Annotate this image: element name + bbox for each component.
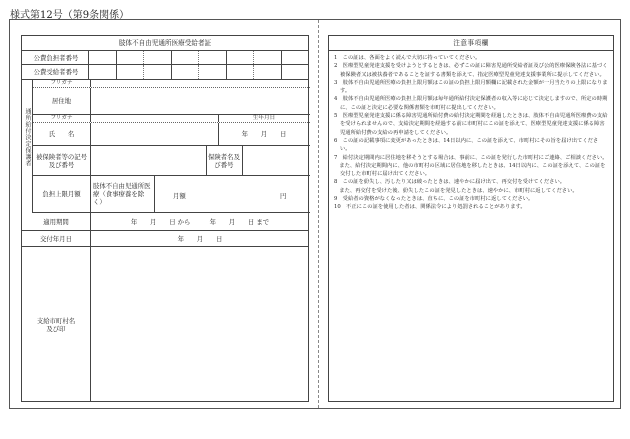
insured-label: 被保険者等の記号及び番号 [35, 152, 88, 169]
birthdate-value: 年 月 日 [241, 130, 287, 138]
payer-number-row [22, 51, 308, 65]
note-item: 5 医療型児童発達支援に係る障害児通所給付費の給付決定期間を経過したときは、肢体不自由児通所医療費の支給を受けられませんので、支給決定期間を経過する前に市町村にこの証を添えて、医療型児童発達支援に係る障害児通所給付費の支給の再申請をしてください。 [334, 113, 608, 136]
note-item: 10 不正にこの証を使用した者は、関係法令により処罰されることがあります。 [334, 204, 526, 211]
birthdate-label: 生年月日 [252, 115, 276, 121]
note-item: 1 この証は、各面をよく読んで大切に持っていてください。 [334, 55, 481, 61]
limit-row [33, 176, 310, 213]
address-row [33, 88, 310, 115]
payer-number-boxes[interactable] [88, 51, 308, 64]
limit-description: 肢体不自由児通所医療（食事療養を除く） [93, 182, 151, 206]
note-item: 7 給付決定期間内に居住地を移そうとする場合は、事前に、この証を発行した市町村にご連絡、ご相談ください。 [334, 154, 608, 161]
limit-label: 負担上限月額 [42, 190, 81, 198]
form-number: 様式第12号（第9条関係） [10, 10, 130, 21]
note-item: 2 医療型児童発達支援を受けようとするときは、必ずこの証に障害児通所受給者証及び公的医療保険各法に基づく被保険者又は被扶養者であることを証する書類を添えて、指定医療型児童発達支援事業所に提示してください。 [334, 63, 608, 78]
furigana-label-2: フリガナ [50, 115, 73, 121]
note-item: 9 受給者の資格がなくなったときは、直ちに、この証を市町村に返してください。 [334, 196, 534, 203]
issue-label: 交付年月日 [40, 234, 72, 243]
monthly-label: 月額 [173, 192, 186, 200]
yen-label: 円 [280, 192, 287, 200]
guardian-vertical-label: 通所給付決定保護者 [24, 108, 31, 167]
recipient-number-row [22, 65, 308, 80]
note-item: 3 肢体不自由児通所医療の負担上限月額はこの証の負担上限月額欄に記載された金額が一月当たりの上限になります。 [334, 79, 608, 95]
notes-title: 注意事項欄 [329, 36, 613, 51]
period-label: 適用期間 [43, 217, 69, 226]
name-row [33, 123, 310, 146]
recipient-number-label: 公費受給者番号 [33, 68, 79, 76]
note-item: 8 この証を紛失し、汚したり又は破ったときは、速やかに届け出て、再交付を受けてください。 [334, 179, 566, 186]
insured-row [33, 146, 310, 176]
note-item: 6 この証の記載事項に変更があったときは、14日以内に、この証を添えて、市町村にその旨を届け出てください。 [334, 137, 599, 153]
note-item: 4 肢体不自由児通所医療の負担上限月額は毎年通所給付決定保護者の収入等に応じて決定しますので、所定の時期に、この証と決定に必要な関係書類を市町村に提出してください。 [334, 96, 608, 111]
note-item: また、再交付を受けた後、紛失したこの証を発見したときは、速やかに、市町村に返してください。 [334, 187, 578, 194]
address-label: 居住地 [51, 97, 72, 105]
note-item: また、給付決定期間内に、他の市町村の区域に居住地を移したときは、14日以内に、この証を添えて、この証を交付した市町村に届け出てください。 [334, 162, 606, 178]
furigana-row [33, 80, 310, 88]
notes-list [329, 51, 613, 212]
period-value: 年 月 日 から 年 月 日 まで [130, 217, 270, 226]
furigana-label: フリガナ [50, 80, 73, 86]
payer-number-label: 公費負担者番号 [33, 53, 79, 62]
furigana-row-2 [33, 115, 310, 123]
insurer-label: 保険者名及び番号 [208, 152, 240, 169]
notes-panel [328, 35, 614, 402]
name-label: 氏 名 [48, 130, 75, 138]
form-sheet [9, 19, 621, 409]
certificate-title: 肢体不自由児通所医療受給者証 [22, 36, 308, 51]
municipality-row [22, 247, 308, 402]
municipality-label: 支給市町村名及び印 [36, 316, 76, 333]
period-row [22, 213, 308, 231]
issue-value: 年 月 日 [177, 234, 223, 243]
fold-line [318, 20, 319, 408]
guardian-vertical-cell [22, 80, 33, 213]
certificate-panel [21, 35, 309, 402]
issue-row [22, 231, 308, 247]
recipient-number-boxes[interactable] [88, 65, 308, 79]
